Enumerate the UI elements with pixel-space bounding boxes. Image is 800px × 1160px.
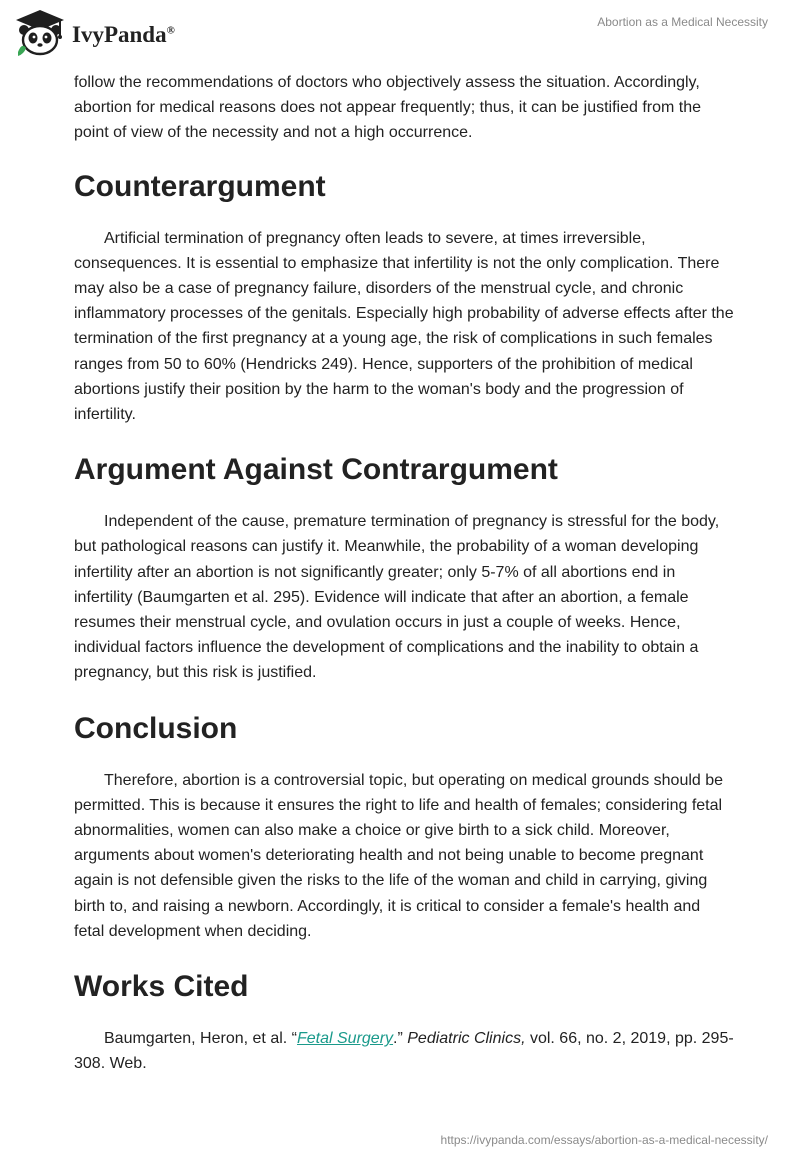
panda-graduate-icon: [14, 8, 66, 58]
section-heading-argument-against: Argument Against Contrargument: [74, 453, 558, 487]
brand-name: IvyPanda®: [72, 22, 175, 47]
citation-entry: [74, 1026, 734, 1076]
document-title: Abortion as a Medical Necessity: [597, 15, 768, 29]
citation-authors: Baumgarten, Heron, et al. “: [104, 1030, 297, 1048]
citation-details: vol. 66, no. 2, 2019, pp. 295-308. Web.: [74, 1030, 734, 1073]
ivypanda-logo[interactable]: [14, 8, 175, 58]
citation-title-link[interactable]: Fetal Surgery: [296, 1030, 394, 1048]
footer-url: https://ivypanda.com/essays/abortion-as-a-medical-necessity/: [440, 1133, 768, 1147]
section-heading-conclusion: Conclusion: [74, 711, 238, 745]
section-heading-works-cited: Works Cited: [74, 970, 249, 1004]
section-paragraph-argument-against: Independent of the cause, premature termination of pregnancy is stressful for the body, but pathological reasons can justify it. Meanwhile, the probability of a woman developing infertility after an abortion is not significantly greater; only 5-7% of all abortions end in infertility (Baumgarten et al. 295). Evidence will indicate that after an abortion, a female resumes their menstrual cycle, and ovulation occurs in just a couple of weeks. Hence, individual factors influence the development of complications and the inability to obtain a pregnancy, but this risk is justified.: [74, 513, 720, 682]
section-paragraph-conclusion: Therefore, abortion is a controversial topic, but operating on medical grounds should be permitted. This is because it ensures the right to life and health of females; considering fetal abnormalities, women can also make a choice or give birth to a sick child. Moreover, arguments about women's deteriorating health and not being unable to become pregnant again is not defensible given the risks to the life of the woman and child in carrying, giving birth to, and raising a newborn. Accordingly, it is critical to consider a female's health and fetal development when deciding.: [74, 771, 724, 940]
section-paragraph-counterargument: Artificial termination of pregnancy often leads to severe, at times irreversible, consequences. It is essential to emphasize that infertility is not the only complication. There may also be a case of pregnancy failure, disorders of the menstrual cycle, and chronic inflammatory processes of the genitals. Especially high probability of adverse effects after the termination of the first pregnancy at a young age, the risk of complications in such females ranges from 50 to 60% (Hendricks 249). Hence, supporters of the prohibition of medical abortions justify their position by the harm to the woman's body and the progression of infertility.: [74, 229, 734, 424]
lead-paragraph: follow the recommendations of doctors who objectively assess the situation. Accordingly, abortion for medical reasons does not appear frequently; thus, it can be justified from the point of view of the necessity and not a high occurrence.: [74, 74, 702, 142]
page-header: [0, 0, 800, 70]
citation-journal: Pediatric Clinics,: [407, 1030, 526, 1048]
essay-body: [74, 70, 734, 1076]
citation-after-title: .”: [393, 1030, 408, 1048]
section-heading-counterargument: Counterargument: [74, 169, 326, 203]
